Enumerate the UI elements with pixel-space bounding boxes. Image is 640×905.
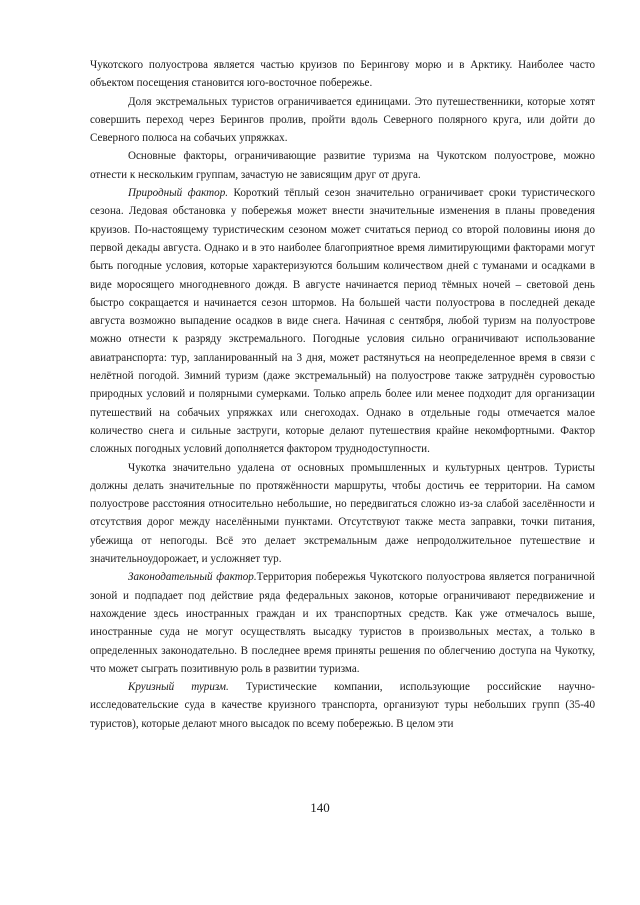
natural-factor-text: Короткий тёплый сезон значительно ограничивает сроки туристического сезона. Ледовая обстановка у побережья может внести значительные изменения в планы проведения круизов. По-настоящему туристическим сезоном может считаться период со второй половины июня до первой декады августа. Однако и в это наиболее благоприятное время лимитирующими факторами могут быть погодные условия, которые характеризуются большим количеством дней с туманами и осадками в виде моросящего многодневного дождя. В августе начинается период тёмных ночей – световой день быстро сокращается и начинается сезон штормов. На большей части полуострова в последней декаде августа возможно выпадение осадков в виде снега. Начиная с сентября, любой туризм на полуострове можно отнести к разряду экстремального. Погодные условия сильно ограничивают использование авиатранспорта: тур, запланированный на 3 дня, может растянуться на неопределенное время в связи с нелётной погодой. Зимний туризм (даже экстремальный) на полуострове также затруднён суровостью природных условий и полярными сумерками. Только апрель более или менее подходит для организации путешествий на собачьих упряжках или снегоходах. Однако в отдельные годы отмечается малое количество снега и сильные заструги, которые делают путешествия крайне некомфортными. Фактор сложных погодных условий дополняется фактором труднодоступности. (90, 187, 595, 456)
paragraph-extreme-tourists: Доля экстремальных туристов ограничивается единицами. Это путешественники, которые хотят совершить переход через Берингов пролив, пройти вдоль Северного полярного круга, или дойти до Северного полюса на собачьих упряжках. (90, 95, 595, 145)
paragraph-continuation: Чукотского полуострова является частью круизов по Берингову морю и в Арктику. Наиболее часто объектом посещения становится юго-восточное побережье. (90, 59, 595, 90)
natural-factor-heading: Природный фактор. (128, 187, 229, 200)
legislative-factor-heading: Законодательный фактор. (128, 571, 257, 584)
cruise-tourism-text: Туристические компании, использующие российские научно-исследовательские суда в качестве круизного транспорта, организуют туры небольших групп (35-40 туристов), которые делают много высадок по всему побережью. В целом эти (90, 681, 595, 730)
paragraph-remoteness: Чукотка значительно удалена от основных промышленных и культурных центров. Туристы должны делать значительные по протяжённости маршруты, чтобы достичь ее территории. На самом полуострове расстояния относительно небольшие, но передвигаться сложно из-за слабой заселённости и отсутствия дорог между населёнными пунктами. Отсутствуют также места заправки, точки питания, убежища от непогоды. Всё это делает экстремальным даже непродолжительное путешествие и значительноудорожает, и усложняет тур. (90, 461, 595, 566)
page-number: 140 (310, 800, 330, 815)
paragraph-cruise-tourism (90, 678, 595, 733)
paragraph-natural-factor (90, 184, 595, 458)
legislative-factor-text: Территория побережья Чукотского полуострова является пограничной зоной и подпадает под действие ряда федеральных законов, которые ограничивают передвижение и нахождение здесь иностранных граждан и их транспортных средств. Как уже отмечалось выше, иностранные суда не могут осуществлять высадку туристов в произвольных местах, а только в определенных законодательно. В последнее время приняты решения по облегчению доступа на Чукотку, что может сыграть позитивную роль в развитии туризма. (90, 571, 595, 675)
cruise-tourism-heading: Круизный туризм. (128, 681, 229, 694)
paragraph-main-factors: Основные факторы, ограничивающие развитие туризма на Чукотском полуострове, можно отнести к нескольким группам, зачастую не зависящим друг от друга. (90, 150, 595, 181)
document-body (90, 56, 595, 733)
paragraph-legislative-factor (90, 568, 595, 678)
